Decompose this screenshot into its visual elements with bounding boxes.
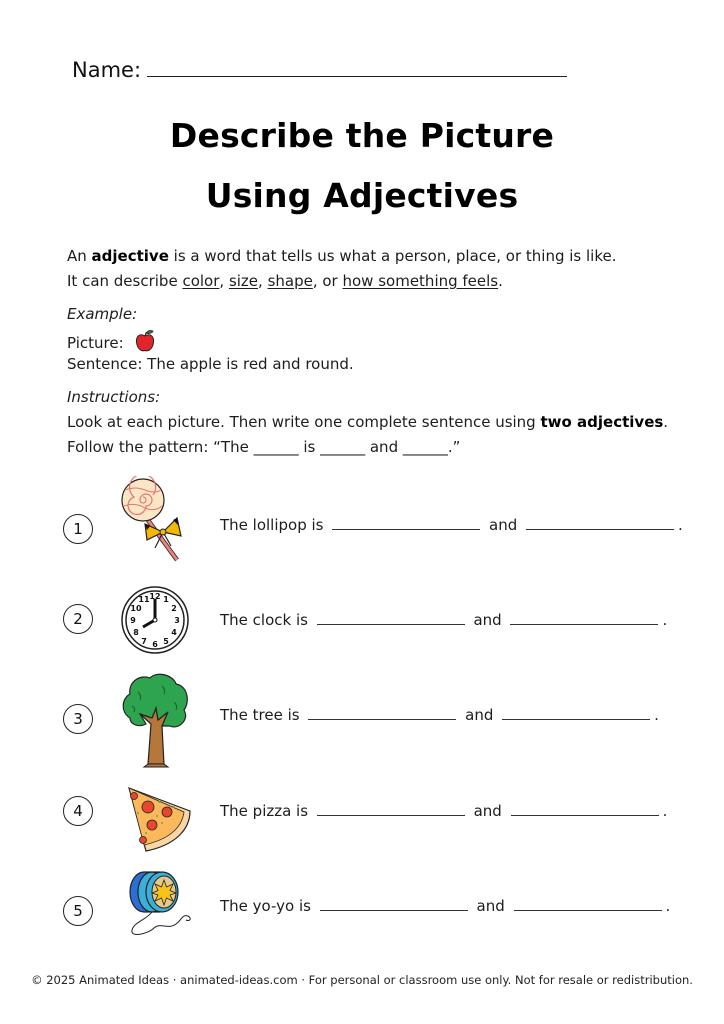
period: . [665, 897, 671, 915]
sentence-prefix: The lollipop is [220, 516, 329, 534]
intro-text: is a word that tells us what a person, place, or thing is like. [168, 247, 617, 265]
svg-text:1: 1 [163, 595, 169, 604]
sentence-prefix: The tree is [220, 706, 305, 724]
svg-text:8: 8 [133, 628, 139, 637]
separator: , or [312, 272, 343, 290]
connector: and [484, 516, 523, 534]
picture-label: Picture: [67, 334, 124, 352]
svg-text:11: 11 [138, 595, 150, 604]
adjective-blank-3b[interactable] [502, 707, 650, 720]
instructions-heading [67, 387, 160, 407]
example-heading [67, 304, 137, 324]
intro-text: It can describe [67, 272, 183, 290]
page-title-line-2: Using Adjectives [205, 176, 519, 215]
adjective-blank-1a[interactable] [332, 517, 480, 530]
tree-icon [118, 672, 192, 772]
adjective-blank-2a[interactable] [317, 612, 465, 625]
period: . [663, 413, 669, 431]
underlined-color: color [182, 272, 220, 290]
item-number-4: 4 [63, 796, 93, 826]
name-label: Name: [72, 58, 142, 82]
period: . [678, 516, 683, 534]
lollipop-icon [115, 476, 195, 568]
instructions-heading-text: Instructions: [67, 388, 161, 406]
adjective-blank-3a[interactable] [308, 707, 456, 720]
connector: and [468, 802, 507, 820]
item-number-1: 1 [63, 514, 93, 544]
instructions-bold: two adjectives [540, 413, 664, 431]
intro-line-2 [67, 271, 503, 291]
svg-text:10: 10 [130, 604, 142, 613]
svg-text:6: 6 [152, 640, 158, 649]
adjective-blank-4b[interactable] [511, 803, 659, 816]
separator: , [219, 272, 229, 290]
adjective-blank-2b[interactable] [510, 612, 658, 625]
adjective-blank-5b[interactable] [514, 898, 662, 911]
svg-text:12: 12 [149, 592, 161, 601]
sentence-prefix: The pizza is [220, 802, 313, 820]
adjective-blank-1b[interactable] [526, 517, 674, 530]
pizza-icon [126, 785, 196, 857]
item-number-5: 5 [63, 896, 93, 926]
sentence-row-4 [220, 802, 667, 820]
svg-text:2: 2 [171, 604, 177, 613]
svg-text:9: 9 [130, 616, 136, 625]
sentence-prefix: The yo-yo is [220, 897, 316, 915]
adjective-blank-4a[interactable] [317, 803, 465, 816]
period: . [662, 802, 668, 820]
underlined-size: size [228, 272, 259, 290]
svg-text:3: 3 [174, 616, 180, 625]
svg-text:5: 5 [163, 637, 169, 646]
instructions-line-2: Follow the pattern: “The ______ is ______ and ______.” [67, 438, 461, 456]
underlined-feels: how something feels [342, 272, 499, 290]
svg-text:7: 7 [141, 637, 147, 646]
item-number-3: 3 [63, 704, 93, 734]
footer-copyright: © 2025 Animated Ideas · animated-ideas.com · For personal or classroom use only. Not for resale or redistribution. [31, 973, 693, 987]
connector: and [471, 897, 510, 915]
sentence-row-2 [220, 611, 667, 629]
period: . [662, 611, 668, 629]
clock-icon [120, 584, 190, 660]
example-heading-text: Example: [67, 305, 138, 323]
sentence-row-3 [220, 706, 659, 724]
svg-text:4: 4 [171, 628, 177, 637]
instructions-text: Look at each picture. Then write one complete sentence using [67, 413, 541, 431]
period: . [654, 706, 659, 724]
adjective-blank-5a[interactable] [320, 898, 468, 911]
item-number-2: 2 [63, 604, 93, 634]
yoyo-icon [126, 868, 196, 944]
page-title-line-1: Describe the Picture [169, 116, 555, 155]
connector: and [468, 611, 507, 629]
instructions-line-1 [67, 412, 668, 432]
intro-text: An [67, 247, 92, 265]
sentence-row-5 [220, 897, 670, 915]
underlined-shape: shape [267, 272, 313, 290]
name-field [72, 58, 567, 82]
separator: , [258, 272, 268, 290]
sentence-prefix: The clock is [220, 611, 313, 629]
period: . [498, 272, 503, 290]
name-blank[interactable] [147, 58, 567, 77]
example-sentence: Sentence: The apple is red and round. [67, 355, 354, 373]
sentence-row-1 [220, 516, 683, 534]
intro-line-1 [67, 246, 616, 266]
intro-bold-term: adjective [91, 247, 169, 265]
connector: and [460, 706, 499, 724]
